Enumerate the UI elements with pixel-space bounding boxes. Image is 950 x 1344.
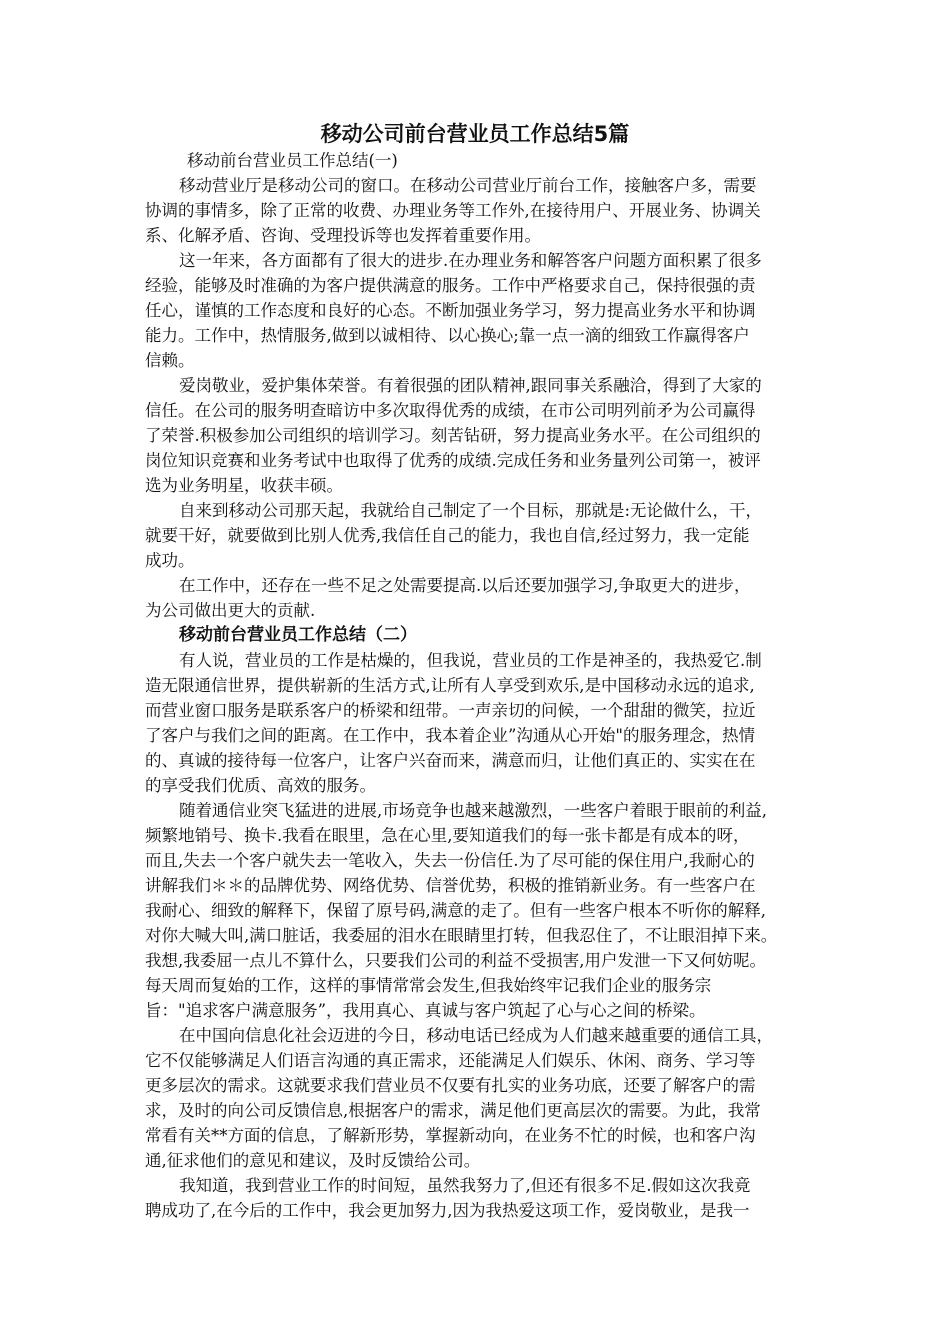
text-line: 能力。工作中，热情服务,做到以诚相待、以心换心;靠一点一滴的细致工作赢得客户 — [145, 326, 750, 345]
text-line: 信任。在公司的服务明查暗访中多次取得优秀的成绩，在市公司明列前矛为公司赢得 — [145, 401, 756, 420]
text-line: 了客户与我们之间的距离。在工作中，我本着企业”沟通从心开始"的服务理念，热情 — [145, 726, 756, 745]
text-line: 协调的事情多，除了正常的收费、办理业务等工作外,在接待用户、开展业务、协调关 — [145, 201, 761, 220]
text-line: 通,征求他们的意见和建议，及时反馈给公司。 — [145, 1151, 481, 1170]
text-line: 我想,我委屈一点儿不算什么，只要我们公司的利益不受损害,用户发泄一下又何妨呢。 — [145, 951, 766, 970]
document-title: 移动公司前台营业员工作总结5篇 — [320, 122, 630, 146]
document-body — [145, 148, 805, 1223]
section-heading-1: 移动前台营业员工作总结(一) — [187, 151, 398, 170]
text-line: 随着通信业突飞猛进的进展,市场竞争也越来越激烈，一些客户着眼于眼前的利益, — [179, 801, 767, 820]
text-line: 系、化解矛盾、咨询、受理投诉等也发挥着重要作用。 — [145, 226, 541, 245]
text-line: 在工作中，还存在一些不足之处需要提高.以后还要加强学习,争取更大的进步， — [179, 576, 751, 595]
text-line: 聘成功了,在今后的工作中，我会更加努力,因为我热爱这项工作，爱岗敬业，是我一 — [145, 1201, 750, 1220]
text-line: 频繁地销号、换卡.我看在眼里，急在心里,要知道我们的每一张卡都是有成本的呀， — [145, 826, 750, 845]
text-line: 常看有关**方面的信息，了解新形势，掌握新动向，在业务不忙的时候，也和客户沟 — [145, 1126, 756, 1145]
text-line: 我耐心、细致的解释下，保留了原号码,满意的走了。但有一些客户根本不听你的解释, — [145, 901, 766, 920]
text-line: 它不仅能够满足人们语言沟通的真正需求，还能满足人们娱乐、休闲、商务、学习等 — [145, 1051, 756, 1070]
text-line: 了荣誉.积极参加公司组织的培训学习。刻苦钻研，努力提高业务水平。在公司组织的 — [145, 426, 761, 445]
text-line: 移动营业厅是移动公司的窗口。在移动公司营业厅前台工作，接触客户多，需要 — [179, 176, 757, 195]
text-line: 而营业窗口服务是联系客户的桥梁和纽带。一声亲切的问候，一个甜甜的微笑，拉近 — [145, 701, 756, 720]
text-line: 造无限通信世界，提供崭新的生活方式,让所有人享受到欢乐,是中国移动永远的追求, — [145, 676, 755, 695]
text-line: 的享受我们优质、高效的服务。 — [145, 776, 376, 795]
text-line: 在中国向信息化社会迈进的今日，移动电话已经成为人们越来越重要的通信工具， — [179, 1026, 773, 1045]
text-line: 任心，谨慎的工作态度和良好的心态。不断加强业务学习，努力提高业务水平和协调 — [145, 301, 756, 320]
text-line: 成功。 — [145, 551, 195, 570]
text-line: 对你大喊大叫,满口脏话，我委屈的泪水在眼睛里打转，但我忍住了，不让眼泪掉下来。 — [145, 926, 778, 945]
text-line: 信赖。 — [145, 351, 195, 370]
text-line: 爱岗敬业，爱护集体荣誉。有着很强的团队精神,跟同事关系融洽，得到了大家的 — [179, 376, 762, 395]
section-heading-2: 移动前台营业员工作总结（二） — [179, 625, 417, 645]
text-line: 选为业务明星，收获丰硕。 — [145, 476, 343, 495]
text-line: 岗位知识竞赛和业务考试中也取得了优秀的成绩.完成任务和业务量列公司第一，被评 — [145, 451, 761, 470]
text-line: 这一年来，各方面都有了很大的进步.在办理业务和解答客户问题方面积累了很多 — [179, 251, 762, 270]
text-line: 每天周而复始的工作，这样的事情常常会发生,但我始终牢记我们企业的服务宗 — [145, 976, 712, 995]
text-line: 经验，能够及时准确的为客户提供满意的服务。工作中严格要求自己，保持很强的责 — [145, 276, 756, 295]
text-line: 更多层次的需求。这就要求我们营业员不仅要有扎实的业务功底，还要了解客户的需 — [145, 1076, 756, 1095]
text-line: 而且,失去一个客户就失去一笔收入，失去一份信任.为了尽可能的保住用户,我耐心的 — [145, 851, 755, 870]
text-line: 自来到移动公司那天起，我就给自己制定了一个目标，那就是:无论做什么，干， — [179, 501, 763, 520]
text-line: 有人说，营业员的工作是枯燥的，但我说，营业员的工作是神圣的，我热爱它.制 — [179, 651, 762, 670]
text-line: 求，及时的向公司反馈信息,根据客户的需求，满足他们更高层次的需要。为此，我常 — [145, 1101, 761, 1120]
text-line: 的、真诚的接待每一位客户，让客户兴奋而来，满意而归，让他们真正的、实实在在 — [145, 751, 756, 770]
text-line: 讲解我们＊＊的品牌优势、网络优势、信誉优势，积极的推销新业务。有一些客户在 — [145, 876, 756, 895]
text-line: 就要干好，就要做到比别人优秀,我信任自己的能力，我也自信,经过努力，我一定能 — [145, 526, 750, 545]
text-line: 旨："追求客户满意服务”，我用真心、真诚与客户筑起了心与心之间的桥梁。 — [145, 1001, 706, 1020]
text-line: 我知道，我到营业工作的时间短，虽然我努力了,但还有很多不足.假如这次我竟 — [179, 1176, 751, 1195]
text-line: 为公司做出更大的贡献. — [145, 601, 316, 620]
